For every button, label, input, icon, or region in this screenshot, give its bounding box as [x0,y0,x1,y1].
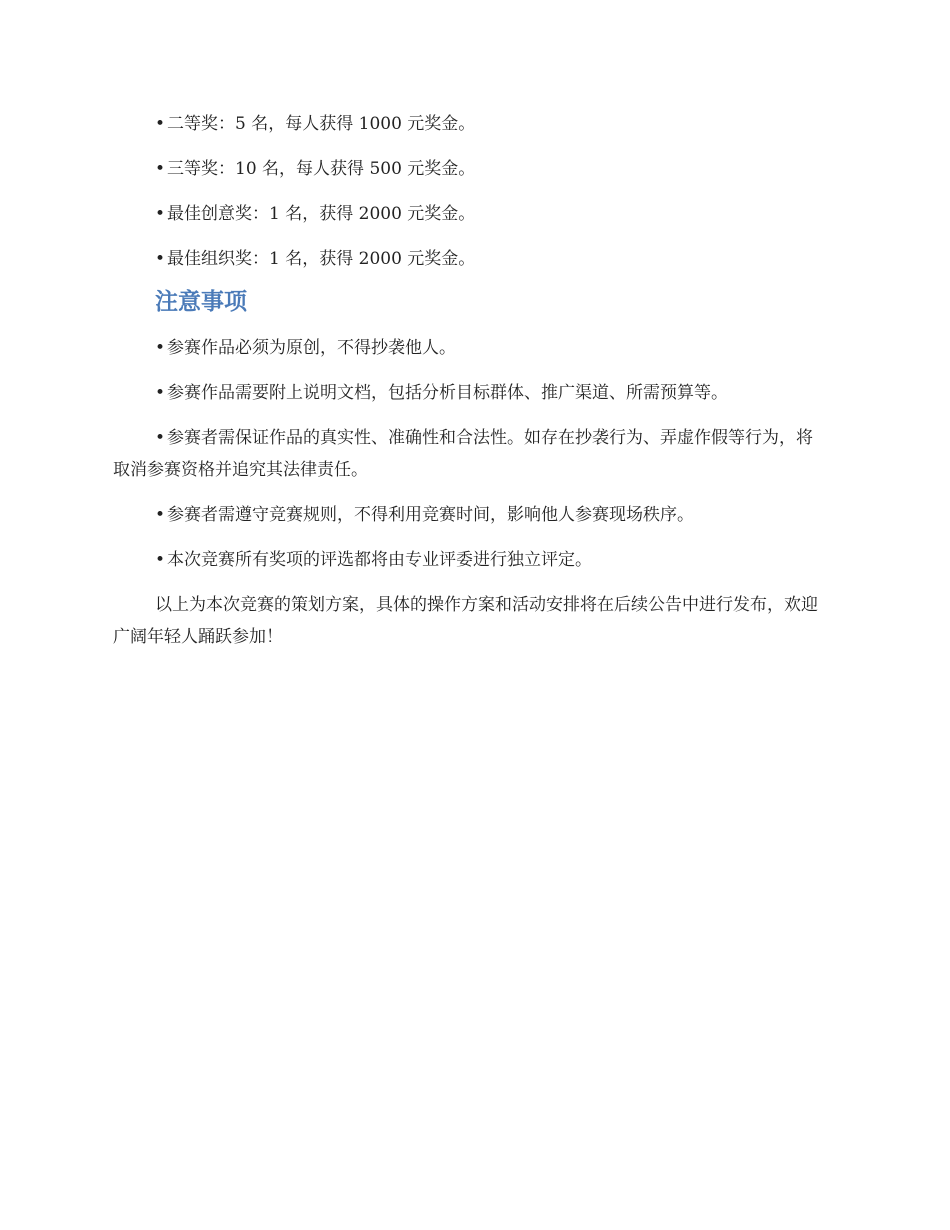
bullet-dot-icon: • [155,428,166,448]
bullet-dot-icon: • [155,159,166,179]
note-item [113,377,825,409]
prize-item-text: 最佳组织奖：1 名，获得 2000 元奖金。 [167,249,476,269]
prize-item [113,243,825,275]
note-item-text: 本次竞赛所有奖项的评选都将由专业评委进行独立评定。 [167,550,592,570]
bullet-dot-icon: • [155,338,166,358]
prize-item-text: 二等奖：5 名，每人获得 1000 元奖金。 [167,114,476,134]
document-content [113,108,825,666]
bullet-dot-icon: • [155,383,166,403]
bullet-dot-icon: • [155,114,166,134]
note-item-text: 参赛者需保证作品的真实性、准确性和合法性。如存在抄袭行为、弄虚作假等行为，将取消参赛资格并追究其法律责任。 [113,428,813,480]
note-item-text: 参赛作品需要附上说明文档，包括分析目标群体、推广渠道、所需预算等。 [167,383,728,403]
closing-paragraph: 以上为本次竞赛的策划方案，具体的操作方案和活动安排将在后续公告中进行发布，欢迎广阔年轻人踊跃参加！ [113,595,818,647]
prize-item-text: 最佳创意奖：1 名，获得 2000 元奖金。 [167,204,476,224]
prize-item [113,153,825,185]
note-item [113,544,825,576]
bullet-dot-icon: • [155,550,166,570]
prize-item-text: 三等奖：10 名，每人获得 500 元奖金。 [167,159,476,179]
bullet-dot-icon: • [155,204,166,224]
prize-item [113,108,825,140]
note-item-text: 参赛作品必须为原创，不得抄袭他人。 [167,338,456,358]
note-item [113,332,825,364]
note-item [113,422,825,486]
bullet-dot-icon: • [155,505,166,525]
note-item-text: 参赛者需遵守竞赛规则，不得利用竞赛时间，影响他人参赛现场秩序。 [167,505,694,525]
bullet-dot-icon: • [155,249,166,269]
section-heading: 注意事项 [155,289,247,315]
prize-item [113,198,825,230]
note-item [113,499,825,531]
